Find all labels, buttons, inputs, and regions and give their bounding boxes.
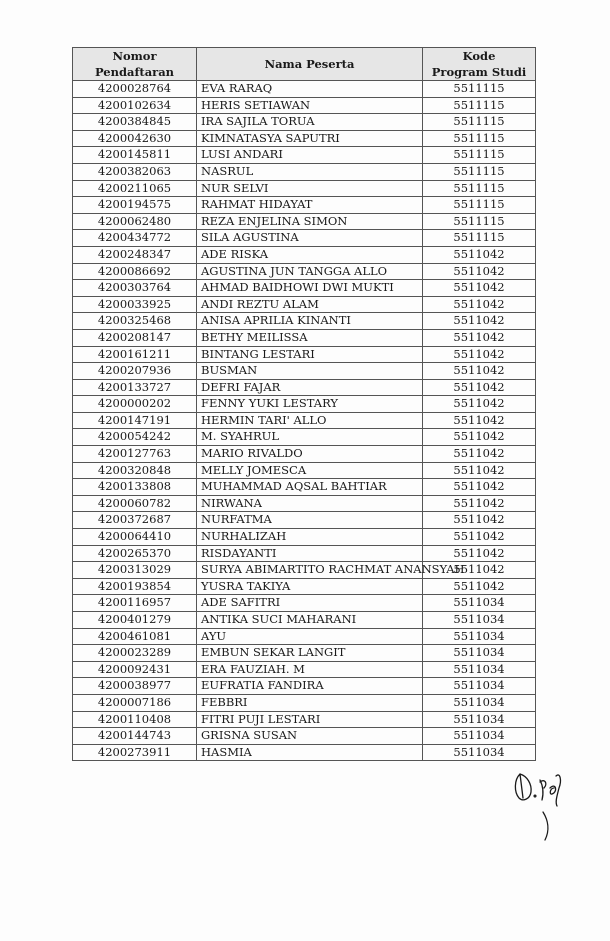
registration-number-cell: 4200207936 bbox=[73, 363, 197, 380]
table-row bbox=[73, 363, 536, 380]
participant-name-cell: ANTIKA SUCI MAHARANI bbox=[197, 612, 423, 629]
program-code-cell: 5511034 bbox=[423, 728, 536, 745]
table-body bbox=[73, 81, 536, 761]
registration-number-cell: 4200060782 bbox=[73, 495, 197, 512]
program-code-cell: 5511034 bbox=[423, 595, 536, 612]
program-code-cell: 5511042 bbox=[423, 545, 536, 562]
program-code-cell: 5511042 bbox=[423, 329, 536, 346]
table-row bbox=[73, 230, 536, 247]
participant-name-cell: FITRI PUJI LESTARI bbox=[197, 711, 423, 728]
program-code-cell: 5511042 bbox=[423, 379, 536, 396]
registration-number-cell: 4200372687 bbox=[73, 512, 197, 529]
participant-name-cell: REZA ENJELINA SIMON bbox=[197, 213, 423, 230]
participant-name-cell: DEFRI FAJAR bbox=[197, 379, 423, 396]
registration-number-cell: 4200461081 bbox=[73, 628, 197, 645]
registration-number-cell: 4200133727 bbox=[73, 379, 197, 396]
table-row bbox=[73, 114, 536, 131]
participant-name-cell: MUHAMMAD AQSAL BAHTIAR bbox=[197, 479, 423, 496]
handwritten-signature bbox=[510, 766, 580, 846]
participant-name-cell: KIMNATASYA SAPUTRI bbox=[197, 130, 423, 147]
registration-number-cell: 4200382063 bbox=[73, 163, 197, 180]
registration-number-cell: 4200265370 bbox=[73, 545, 197, 562]
table-row bbox=[73, 246, 536, 263]
table-row bbox=[73, 694, 536, 711]
registration-number-cell: 4200102634 bbox=[73, 97, 197, 114]
participant-name-cell: RISDAYANTI bbox=[197, 545, 423, 562]
program-code-cell: 5511042 bbox=[423, 512, 536, 529]
registration-number-cell: 4200000202 bbox=[73, 396, 197, 413]
header-participant-name: Nama Peserta bbox=[197, 48, 423, 81]
program-code-cell: 5511034 bbox=[423, 744, 536, 761]
participant-name-cell: ERA FAUZIAH. M bbox=[197, 661, 423, 678]
participant-name-cell: M. SYAHRUL bbox=[197, 429, 423, 446]
registration-number-cell: 4200092431 bbox=[73, 661, 197, 678]
program-code-cell: 5511115 bbox=[423, 197, 536, 214]
participant-name-cell: RAHMAT HIDAYAT bbox=[197, 197, 423, 214]
table-row bbox=[73, 479, 536, 496]
program-code-cell: 5511034 bbox=[423, 678, 536, 695]
program-code-cell: 5511042 bbox=[423, 396, 536, 413]
table-row bbox=[73, 429, 536, 446]
table-row bbox=[73, 296, 536, 313]
participant-name-cell: HASMIA bbox=[197, 744, 423, 761]
registration-number-cell: 4200038977 bbox=[73, 678, 197, 695]
participant-name-cell: EVA RARAQ bbox=[197, 81, 423, 98]
participant-name-cell: GRISNA SUSAN bbox=[197, 728, 423, 745]
registration-number-cell: 4200054242 bbox=[73, 429, 197, 446]
registration-number-cell: 4200384845 bbox=[73, 114, 197, 131]
program-code-cell: 5511115 bbox=[423, 97, 536, 114]
program-code-cell: 5511042 bbox=[423, 313, 536, 330]
registration-number-cell: 4200401279 bbox=[73, 612, 197, 629]
program-code-cell: 5511042 bbox=[423, 346, 536, 363]
registration-number-cell: 4200211065 bbox=[73, 180, 197, 197]
table-row bbox=[73, 446, 536, 463]
registration-number-cell: 4200064410 bbox=[73, 529, 197, 546]
program-code-cell: 5511115 bbox=[423, 230, 536, 247]
program-code-cell: 5511115 bbox=[423, 81, 536, 98]
table-row bbox=[73, 661, 536, 678]
table-row bbox=[73, 612, 536, 629]
table-row bbox=[73, 313, 536, 330]
participant-name-cell: FEBBRI bbox=[197, 694, 423, 711]
registration-number-cell: 4200273911 bbox=[73, 744, 197, 761]
program-code-cell: 5511034 bbox=[423, 612, 536, 629]
header-program-code bbox=[423, 48, 536, 81]
header-registration-number-line2: Pendaftaran bbox=[94, 65, 175, 79]
registration-number-cell: 4200110408 bbox=[73, 711, 197, 728]
program-code-cell: 5511034 bbox=[423, 628, 536, 645]
participant-name-cell: FENNY YUKI LESTARY bbox=[197, 396, 423, 413]
table-row bbox=[73, 678, 536, 695]
table-row bbox=[73, 645, 536, 662]
table-row bbox=[73, 595, 536, 612]
participant-table bbox=[72, 47, 536, 761]
table-row bbox=[73, 562, 536, 579]
table-row bbox=[73, 578, 536, 595]
registration-number-cell: 4200145811 bbox=[73, 147, 197, 164]
registration-number-cell: 4200434772 bbox=[73, 230, 197, 247]
program-code-cell: 5511115 bbox=[423, 130, 536, 147]
registration-number-cell: 4200303764 bbox=[73, 280, 197, 297]
registration-number-cell: 4200086692 bbox=[73, 263, 197, 280]
table-row bbox=[73, 529, 536, 546]
table-row bbox=[73, 495, 536, 512]
table-row bbox=[73, 263, 536, 280]
program-code-cell: 5511115 bbox=[423, 114, 536, 131]
participant-name-cell: MARIO RIVALDO bbox=[197, 446, 423, 463]
table-row bbox=[73, 744, 536, 761]
participant-name-cell: HERIS SETIAWAN bbox=[197, 97, 423, 114]
registration-number-cell: 4200194575 bbox=[73, 197, 197, 214]
participant-name-cell: EUFRATIA FANDIRA bbox=[197, 678, 423, 695]
program-code-cell: 5511042 bbox=[423, 412, 536, 429]
table-row bbox=[73, 147, 536, 164]
table-row bbox=[73, 379, 536, 396]
table-row bbox=[73, 396, 536, 413]
program-code-cell: 5511042 bbox=[423, 263, 536, 280]
participant-name-cell: NURFATMA bbox=[197, 512, 423, 529]
program-code-cell: 5511042 bbox=[423, 562, 536, 579]
participant-name-cell: ADE RISKA bbox=[197, 246, 423, 263]
registration-number-cell: 4200325468 bbox=[73, 313, 197, 330]
table-row bbox=[73, 628, 536, 645]
participant-name-cell: ADE SAFITRI bbox=[197, 595, 423, 612]
participant-name-cell: MELLY JOMESCA bbox=[197, 462, 423, 479]
program-code-cell: 5511042 bbox=[423, 479, 536, 496]
program-code-cell: 5511115 bbox=[423, 163, 536, 180]
program-code-cell: 5511042 bbox=[423, 246, 536, 263]
registration-number-cell: 4200208147 bbox=[73, 329, 197, 346]
registration-number-cell: 4200062480 bbox=[73, 213, 197, 230]
program-code-cell: 5511042 bbox=[423, 578, 536, 595]
registration-number-cell: 4200007186 bbox=[73, 694, 197, 711]
table-row bbox=[73, 81, 536, 98]
participant-name-cell: SILA AGUSTINA bbox=[197, 230, 423, 247]
registration-number-cell: 4200127763 bbox=[73, 446, 197, 463]
participant-name-cell: ANDI REZTU ALAM bbox=[197, 296, 423, 313]
program-code-cell: 5511115 bbox=[423, 147, 536, 164]
program-code-cell: 5511034 bbox=[423, 711, 536, 728]
header-program-code-line2: Program Studi bbox=[431, 65, 527, 79]
participant-name-cell: IRA SAJILA TORUA bbox=[197, 114, 423, 131]
participant-name-cell: ANISA APRILIA KINANTI bbox=[197, 313, 423, 330]
participant-name-cell: EMBUN SEKAR LANGIT bbox=[197, 645, 423, 662]
registration-number-cell: 4200116957 bbox=[73, 595, 197, 612]
registration-number-cell: 4200161211 bbox=[73, 346, 197, 363]
registration-number-cell: 4200193854 bbox=[73, 578, 197, 595]
program-code-cell: 5511042 bbox=[423, 280, 536, 297]
participant-name-cell: BETHY MEILISSA bbox=[197, 329, 423, 346]
registration-number-cell: 4200248347 bbox=[73, 246, 197, 263]
program-code-cell: 5511042 bbox=[423, 462, 536, 479]
program-code-cell: 5511034 bbox=[423, 645, 536, 662]
participant-name-cell: AHMAD BAIDHOWI DWI MUKTI bbox=[197, 280, 423, 297]
program-code-cell: 5511115 bbox=[423, 180, 536, 197]
table-row bbox=[73, 462, 536, 479]
registration-number-cell: 4200033925 bbox=[73, 296, 197, 313]
header-program-code-line1: Kode bbox=[462, 49, 496, 63]
registration-number-cell: 4200313029 bbox=[73, 562, 197, 579]
program-code-cell: 5511042 bbox=[423, 296, 536, 313]
table-row bbox=[73, 97, 536, 114]
registration-number-cell: 4200042630 bbox=[73, 130, 197, 147]
table-row bbox=[73, 180, 536, 197]
program-code-cell: 5511042 bbox=[423, 495, 536, 512]
program-code-cell: 5511042 bbox=[423, 363, 536, 380]
header-registration-number bbox=[73, 48, 197, 81]
registration-number-cell: 4200028764 bbox=[73, 81, 197, 98]
participant-name-cell: SURYA ABIMARTITO RACHMAT ANANSYAH bbox=[197, 562, 423, 579]
table-row bbox=[73, 197, 536, 214]
registration-number-cell: 4200320848 bbox=[73, 462, 197, 479]
program-code-cell: 5511115 bbox=[423, 213, 536, 230]
table-row bbox=[73, 163, 536, 180]
table-row bbox=[73, 329, 536, 346]
table-row bbox=[73, 130, 536, 147]
table-row bbox=[73, 280, 536, 297]
participant-name-cell: BUSMAN bbox=[197, 363, 423, 380]
table-row bbox=[73, 512, 536, 529]
program-code-cell: 5511042 bbox=[423, 429, 536, 446]
participant-name-cell: AGUSTINA JUN TANGGA ALLO bbox=[197, 263, 423, 280]
table-header bbox=[73, 48, 536, 81]
participant-name-cell: LUSI ANDARI bbox=[197, 147, 423, 164]
table-row bbox=[73, 711, 536, 728]
program-code-cell: 5511042 bbox=[423, 529, 536, 546]
table-row bbox=[73, 213, 536, 230]
table-row bbox=[73, 545, 536, 562]
table-row bbox=[73, 412, 536, 429]
participant-name-cell: AYU bbox=[197, 628, 423, 645]
participant-name-cell: NURHALIZAH bbox=[197, 529, 423, 546]
registration-number-cell: 4200144743 bbox=[73, 728, 197, 745]
participant-name-cell: YUSRA TAKIYA bbox=[197, 578, 423, 595]
program-code-cell: 5511042 bbox=[423, 446, 536, 463]
program-code-cell: 5511034 bbox=[423, 661, 536, 678]
participant-name-cell: BINTANG LESTARI bbox=[197, 346, 423, 363]
participant-name-cell: NASRUL bbox=[197, 163, 423, 180]
header-registration-number-line1: Nomor bbox=[112, 49, 157, 63]
registration-number-cell: 4200023289 bbox=[73, 645, 197, 662]
participant-name-cell: HERMIN TARI' ALLO bbox=[197, 412, 423, 429]
participant-name-cell: NIRWANA bbox=[197, 495, 423, 512]
table-row bbox=[73, 728, 536, 745]
registration-number-cell: 4200133808 bbox=[73, 479, 197, 496]
table-row bbox=[73, 346, 536, 363]
registration-number-cell: 4200147191 bbox=[73, 412, 197, 429]
program-code-cell: 5511034 bbox=[423, 694, 536, 711]
participant-name-cell: NUR SELVI bbox=[197, 180, 423, 197]
